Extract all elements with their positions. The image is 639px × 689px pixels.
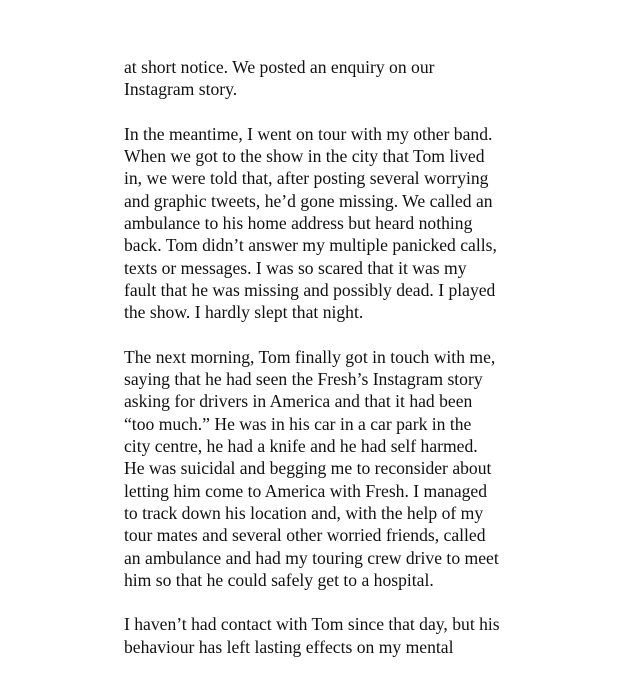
text-line: an ambulance and had my touring crew drive to meet [124,547,499,568]
text-line: in, we were told that, after posting several worrying [124,168,489,189]
text-line: tour mates and several other worried friends, called [124,525,486,546]
text-line: ambulance to his home address but heard nothing [124,213,473,234]
text-line: The next morning, Tom finally got in touch with me, [124,346,496,367]
paragraph-3 [124,346,524,591]
text-line: at short notice. We posted an enquiry on our [124,57,435,77]
document-body [124,56,524,680]
text-line: back. Tom didn’t answer my multiple panicked calls, [124,235,497,256]
text-line: him so that he could safely get to a hospital. [124,569,434,590]
paragraph-2 [124,123,524,324]
text-line: He was suicidal and begging me to reconsider about [124,458,492,479]
paragraph-1 [124,56,524,101]
paragraph-4 [124,613,524,658]
text-line: asking for drivers in America and that it had been [124,391,473,412]
text-line: and graphic tweets, he’d gone missing. We called an [124,190,493,211]
text-line: behaviour has left lasting effects on my mental [124,636,454,657]
text-line: Instagram story. [124,79,238,100]
text-line: In the meantime, I went on tour with my other band. [124,123,493,144]
text-line: the show. I hardly slept that night. [124,302,364,323]
text-line: letting him come to America with Fresh. I managed [124,480,488,501]
text-line: to track down his location and, with the help of my [124,502,484,523]
text-line: I haven’t had contact with Tom since that day, but his [124,614,500,635]
text-line: When we got to the show in the city that Tom lived [124,146,485,167]
text-line: city centre, he had a knife and he had self harmed. [124,436,478,457]
text-line: fault that he was missing and possibly dead. I played [124,279,496,300]
text-line: “too much.” He was in his car in a car park in the [124,413,472,434]
text-line: texts or messages. I was so scared that it was my [124,257,467,278]
text-line: saying that he had seen the Fresh’s Instagram story [124,369,483,390]
